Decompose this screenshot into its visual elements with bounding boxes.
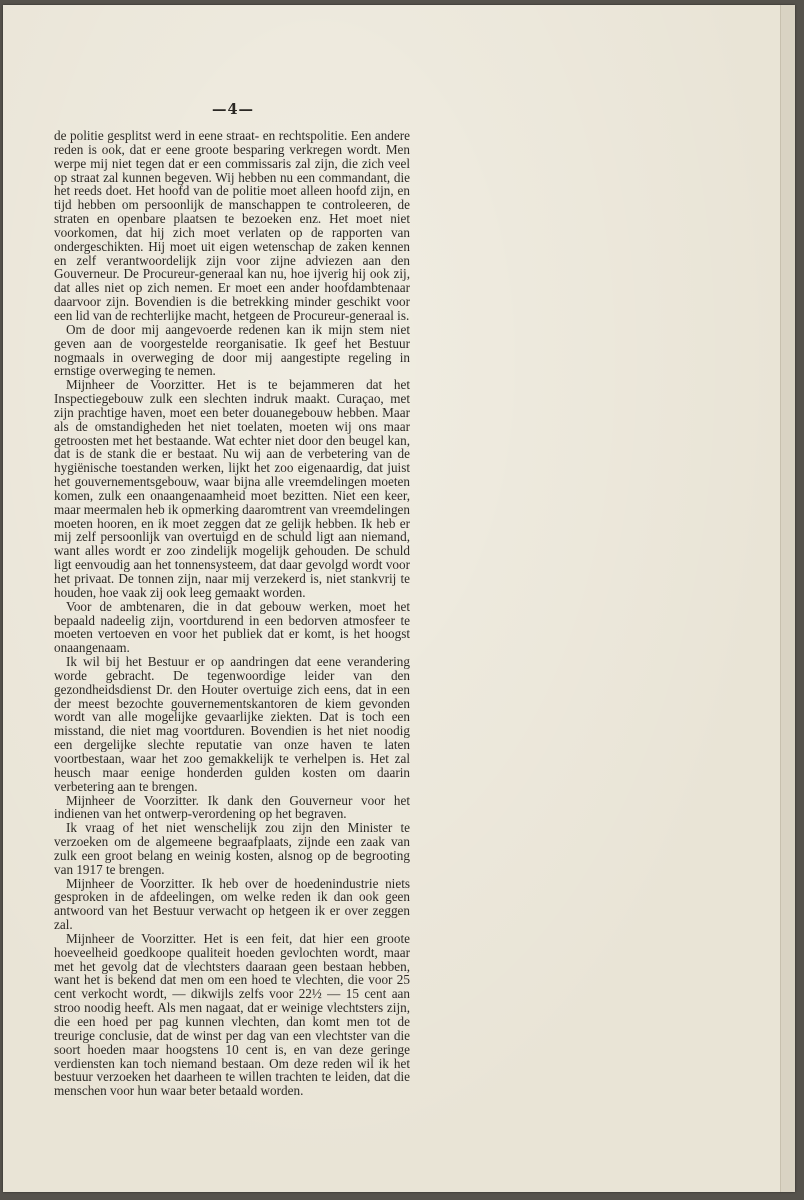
paragraph-hat-industry-intro: Mijnheer de Voorzitter. Ik heb over de hoedenindustrie niets gesproken in de afdeelingen, om welke reden ik dan ook geen antwoord van het Bestuur verwacht op hetgeen ik er over zeggen zal. [54,875,410,933]
document-sheet [3,5,795,1192]
paragraph-health-service: Ik wil bij het Bestuur er op aandringen dat eene verandering worde gebracht. De tegenwoordige leider van den gezondheidsdienst Dr. den Houter overtuige zich eens, dat in een der meest bezochte gouvernementskantoren de kiem gevonden wordt van alle mogelijke gevaarlijke ziekten. Dat is toch een misstand, die niet mag voortduren. Bovendien is het niet noodig een dergelijke slechte reputatie van onze haven te laten voortbestaan, waar het zoo gemakkelijk te verhelpen is. Het zal heusch maar eenige honderden gulden kosten om daarin verbetering aan te brengen. [54,654,410,794]
paper-edge [780,5,795,1192]
paragraph-burial-ordinance: Mijnheer de Voorzitter. Ik dank den Gouverneur voor het indienen van het ontwerp-verordening op het begraven. [54,792,410,822]
paragraph-civil-servants: Voor de ambtenaren, die in dat gebouw werken, moet het bepaald nadeelig zijn, voortdurend in een bedorven atmosfeer te moeten vertoeven en voor het publiek dat er komt, is het hoogst onaangenaam. [54,598,410,656]
paragraph-cemetery-budget: Ik vraag of het niet wenschelijk zou zijn den Minister te verzoeken om de algemeene begraafplaats, zijnde een zaak van zulk een groot belang en weinig kosten, alsnog op de begrooting van 1917 te brengen. [54,820,410,877]
page-number: —4— [211,101,255,118]
body-text [54,129,410,1098]
paragraph-hat-weavers: Mijnheer de Voorzitter. Het is een feit, dat hier een groote hoeveelheid goedkoope qualiteit hoeden gevlochten wordt, maar met het gevolg dat de vlechtsters daaraan geen bestaan hebben, want het is bekend dat men om een hoed te vlechten, die voor 25 cent verkocht wordt, — dikwijls zelfs voor 22½ — 15 cent aan stroo noodig heeft. Als men nagaat, dat er weinige vlechtsters zijn, die een hoed per pag kunnen vlechten, dan komt men tot de treurige conclusie, dat de winst per dag van een vlechtster van die soort hoeden maar hoogstens 10 cent is, en van deze geringe verdiensten kan toch niemand bestaan. Om deze reden wil ik het bestuur verzoeken het daarheen te willen trachten te leiden, dat die menschen voor hun waar beter betaald worden. [54,930,410,1099]
paragraph-inspection-building: Mijnheer de Voorzitter. Het is te bejammeren dat het Inspectiegebouw zulk een slechten indruk maakt. Curaçao, met zijn prachtige haven, moet een beter douanegebouw hebben. Maar als de omstandigheden het niet toelaten, moeten wij ons maar getroosten met het bestaande. Wat echter niet door den beugel kan, dat is de stank die er bestaat. Nu wij aan de verbetering van de hygiënische toestanden werken, lijkt het zoo eigenaardig, dat juist het gouvernementsgebouw, waar bijna alle vreemdelingen moeten komen, zulk een onaangenaamheid moet bezitten. Niet een keer, maar meermalen heb ik opmerking daaromtrent van vreemdelingen moeten hooren, en ik moet zeggen dat ze gelijk hebben. Ik heb er mij zelf persoonlijk van overtuigd en de schuld ligt aan niemand, want alles wordt er zoo zindelijk mogelijk gehouden. De schuld ligt eenvoudig aan het tonnensysteem, dat daar gevolgd wordt voor het privaat. De tonnen zijn, naar mij verzekerd is, niet stankvrij te houden, hoe vaak zij ook leeg gemaakt worden. [54,377,410,600]
paragraph-police-reorganisation: de politie gesplitst werd in eene straat- en rechtspolitie. Een andere reden is ook, dat er eene groote besparing verkregen wordt. Men werpe mij niet tegen dat er een commissaris zal zijn, die zich veel op straat zal kunnen begeven. Wij hebben nu een commandant, die het reeds doet. Het hoofd van de politie moet alleen hoofd zijn, en tijd hebben om persoonlijk de manschappen te controleeren, de straten en openbare plaatsen te bezoeken enz. Het moet niet voorkomen, dat hij zich moet verlaten op de rapporten van ondergeschikten. Hij moet uit eigen wetenschap de zaken kennen en zelf verantwoordelijk zijn voor zijne adviezen aan den Gouverneur. De Procureur-generaal kan nu, hoe ijverig hij ook zij, dat alles niet op zich nemen. Er moet een ander hoofdambtenaar daarvoor zijn. Bovendien is die betrekking minder geschikt voor een lid van de rechterlijke macht, hetgeen de Procureur-generaal is. [54,128,410,323]
paragraph-vote-reorganisation: Om de door mij aangevoerde redenen kan ik mijn stem niet geven aan de voorgestelde reorganisatie. Ik geef het Bestuur nogmaals in overweging de door mij aangestipte regeling in ernstige overweging te nemen. [54,321,410,379]
